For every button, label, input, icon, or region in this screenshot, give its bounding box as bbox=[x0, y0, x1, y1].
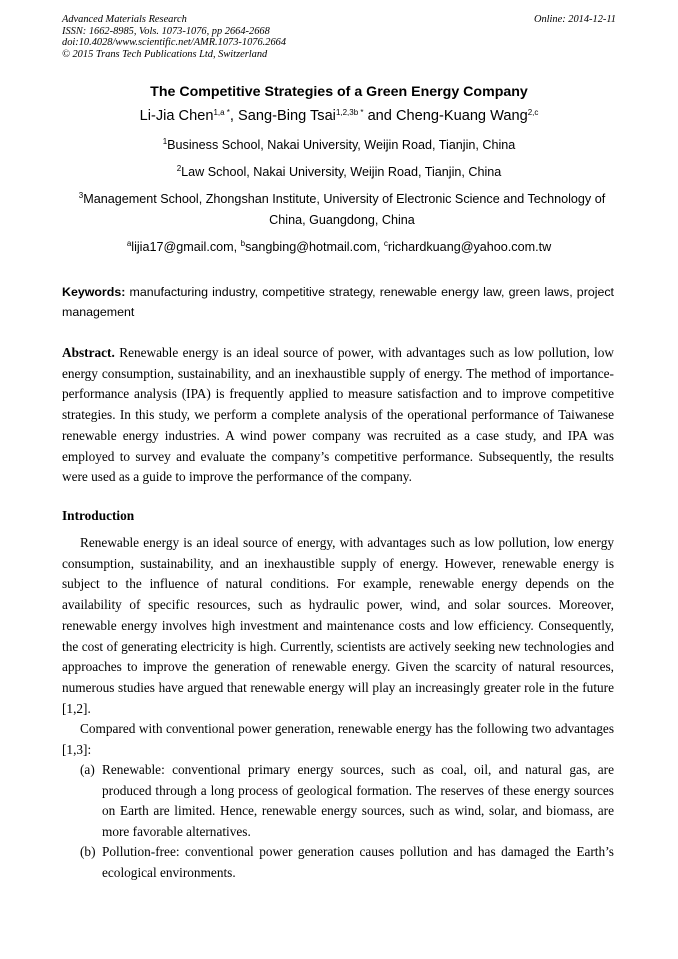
affiliation-mark: 1 bbox=[162, 137, 168, 146]
author-name: Sang-Bing Tsai bbox=[238, 108, 336, 124]
keywords-text: manufacturing industry, competitive strategy, renewable energy law, green laws, project management bbox=[62, 285, 614, 319]
author-name: Li-Jia Chen bbox=[139, 108, 214, 124]
keywords-label: Keywords: bbox=[62, 285, 126, 299]
list-item bbox=[80, 842, 614, 883]
affiliation-text: Business School, Nakai University, Weijin Road, Tianjin, China bbox=[167, 138, 516, 152]
affiliation bbox=[72, 189, 612, 231]
author-list bbox=[62, 108, 616, 124]
journal-copyright: © 2015 Trans Tech Publications Ltd, Switzerland bbox=[62, 48, 268, 60]
email-link[interactable]: lijia17@gmail.com, bbox=[131, 240, 241, 254]
online-date: Online: 2014-12-11 bbox=[533, 14, 616, 25]
email-link[interactable]: sangbing@hotmail.com, bbox=[245, 240, 384, 254]
section-heading-introduction: Introduction bbox=[62, 508, 135, 523]
paragraph: Compared with conventional power generation, renewable energy has the following two advantages [1,3]: bbox=[62, 721, 614, 757]
author-separator: , bbox=[229, 108, 239, 124]
email-list bbox=[62, 237, 616, 258]
list-marker: (b) bbox=[80, 844, 96, 859]
email-mark: c bbox=[383, 239, 388, 248]
abstract-label: Abstract. bbox=[62, 345, 115, 360]
journal-doi: doi:10.4028/www.scientific.net/AMR.1073-1076.2664 bbox=[62, 37, 287, 49]
author-name: Cheng-Kuang Wang bbox=[395, 108, 528, 124]
affiliation-text: Management School, Zhongshan Institute, University of Electronic Science and Technology of China, Guangdong, China bbox=[83, 192, 606, 227]
paragraph: Renewable energy is an ideal source of energy, with advantages such as low pollution, low energy consumption, sustainability, and an inexhaustible supply of energy. However, renewable energy is subject to the influence of natural conditions. For example, renewable energy depends on the availability of specific resources, such as hydraulic power, wind, and solar sources. Moreover, renewable energy involves high investment and maintenance costs and low efficiency. Consequently, the cost of generating electricity is high. Currently, scientists are actively seeking new technologies and approaches to improve the generation of renewable energy. Given the scarcity of natural resources, numerous studies have argued that renewable energy will play an increasingly greater role in the future [1,2]. bbox=[62, 535, 614, 716]
affiliation-text: Law School, Nakai University, Weijin Road, Tianjin, China bbox=[181, 165, 502, 179]
affiliation bbox=[62, 162, 616, 183]
journal-issn: ISSN: 1662-8985, Vols. 1073-1076, pp 2664-2668 bbox=[62, 25, 270, 37]
affiliation-mark: 3 bbox=[78, 191, 84, 200]
list-marker: (a) bbox=[80, 762, 95, 777]
author-separator: and bbox=[363, 108, 396, 124]
abstract-text: Renewable energy is an ideal source of power, with advantages such as low pollution, low energy consumption, sustainability, and an inexhaustible supply of energy. The method of importance-performance analysis (IPA) is frequently applied to measure satisfaction and to improve competitive strategies. In this study, we perform a complete analysis of the operational performance of Taiwanese renewable energy industries. A wind power company was recruited as a case study, and IPA was employed to survey and evaluate the company’s competitive performance. Subsequently, the results were used as a guide to improve the performance of the company. bbox=[62, 345, 614, 485]
author-affiliation-mark: 1,2,3b * bbox=[335, 108, 364, 117]
author-affiliation-mark: 1,a * bbox=[213, 108, 230, 117]
author-affiliation-mark: 2,c bbox=[527, 108, 539, 117]
email-mark: b bbox=[240, 239, 246, 248]
list-item-text: Renewable: conventional primary energy sources, such as coal, oil, and natural gas, are produced through a long process of geological formation. The reserves of these energy sources on Earth are limited. Hence, renewable energy sources, such as wind, solar, and biomass, are more favorable alternatives. bbox=[102, 762, 614, 840]
abstract bbox=[62, 343, 614, 488]
paper-title: The Competitive Strategies of a Green Energy Company bbox=[150, 84, 528, 100]
affiliation-mark: 2 bbox=[176, 164, 182, 173]
journal-header bbox=[62, 14, 616, 60]
list-item bbox=[80, 760, 614, 843]
email-link[interactable]: richardkuang@yahoo.com.tw bbox=[387, 240, 552, 254]
affiliation bbox=[62, 135, 616, 156]
keywords bbox=[62, 282, 614, 322]
journal-name: Advanced Materials Research bbox=[62, 14, 187, 25]
email-mark: a bbox=[126, 239, 132, 248]
list-item-text: Pollution-free: conventional power generation causes pollution and has damaged the Earth’s ecological environments. bbox=[102, 844, 614, 880]
